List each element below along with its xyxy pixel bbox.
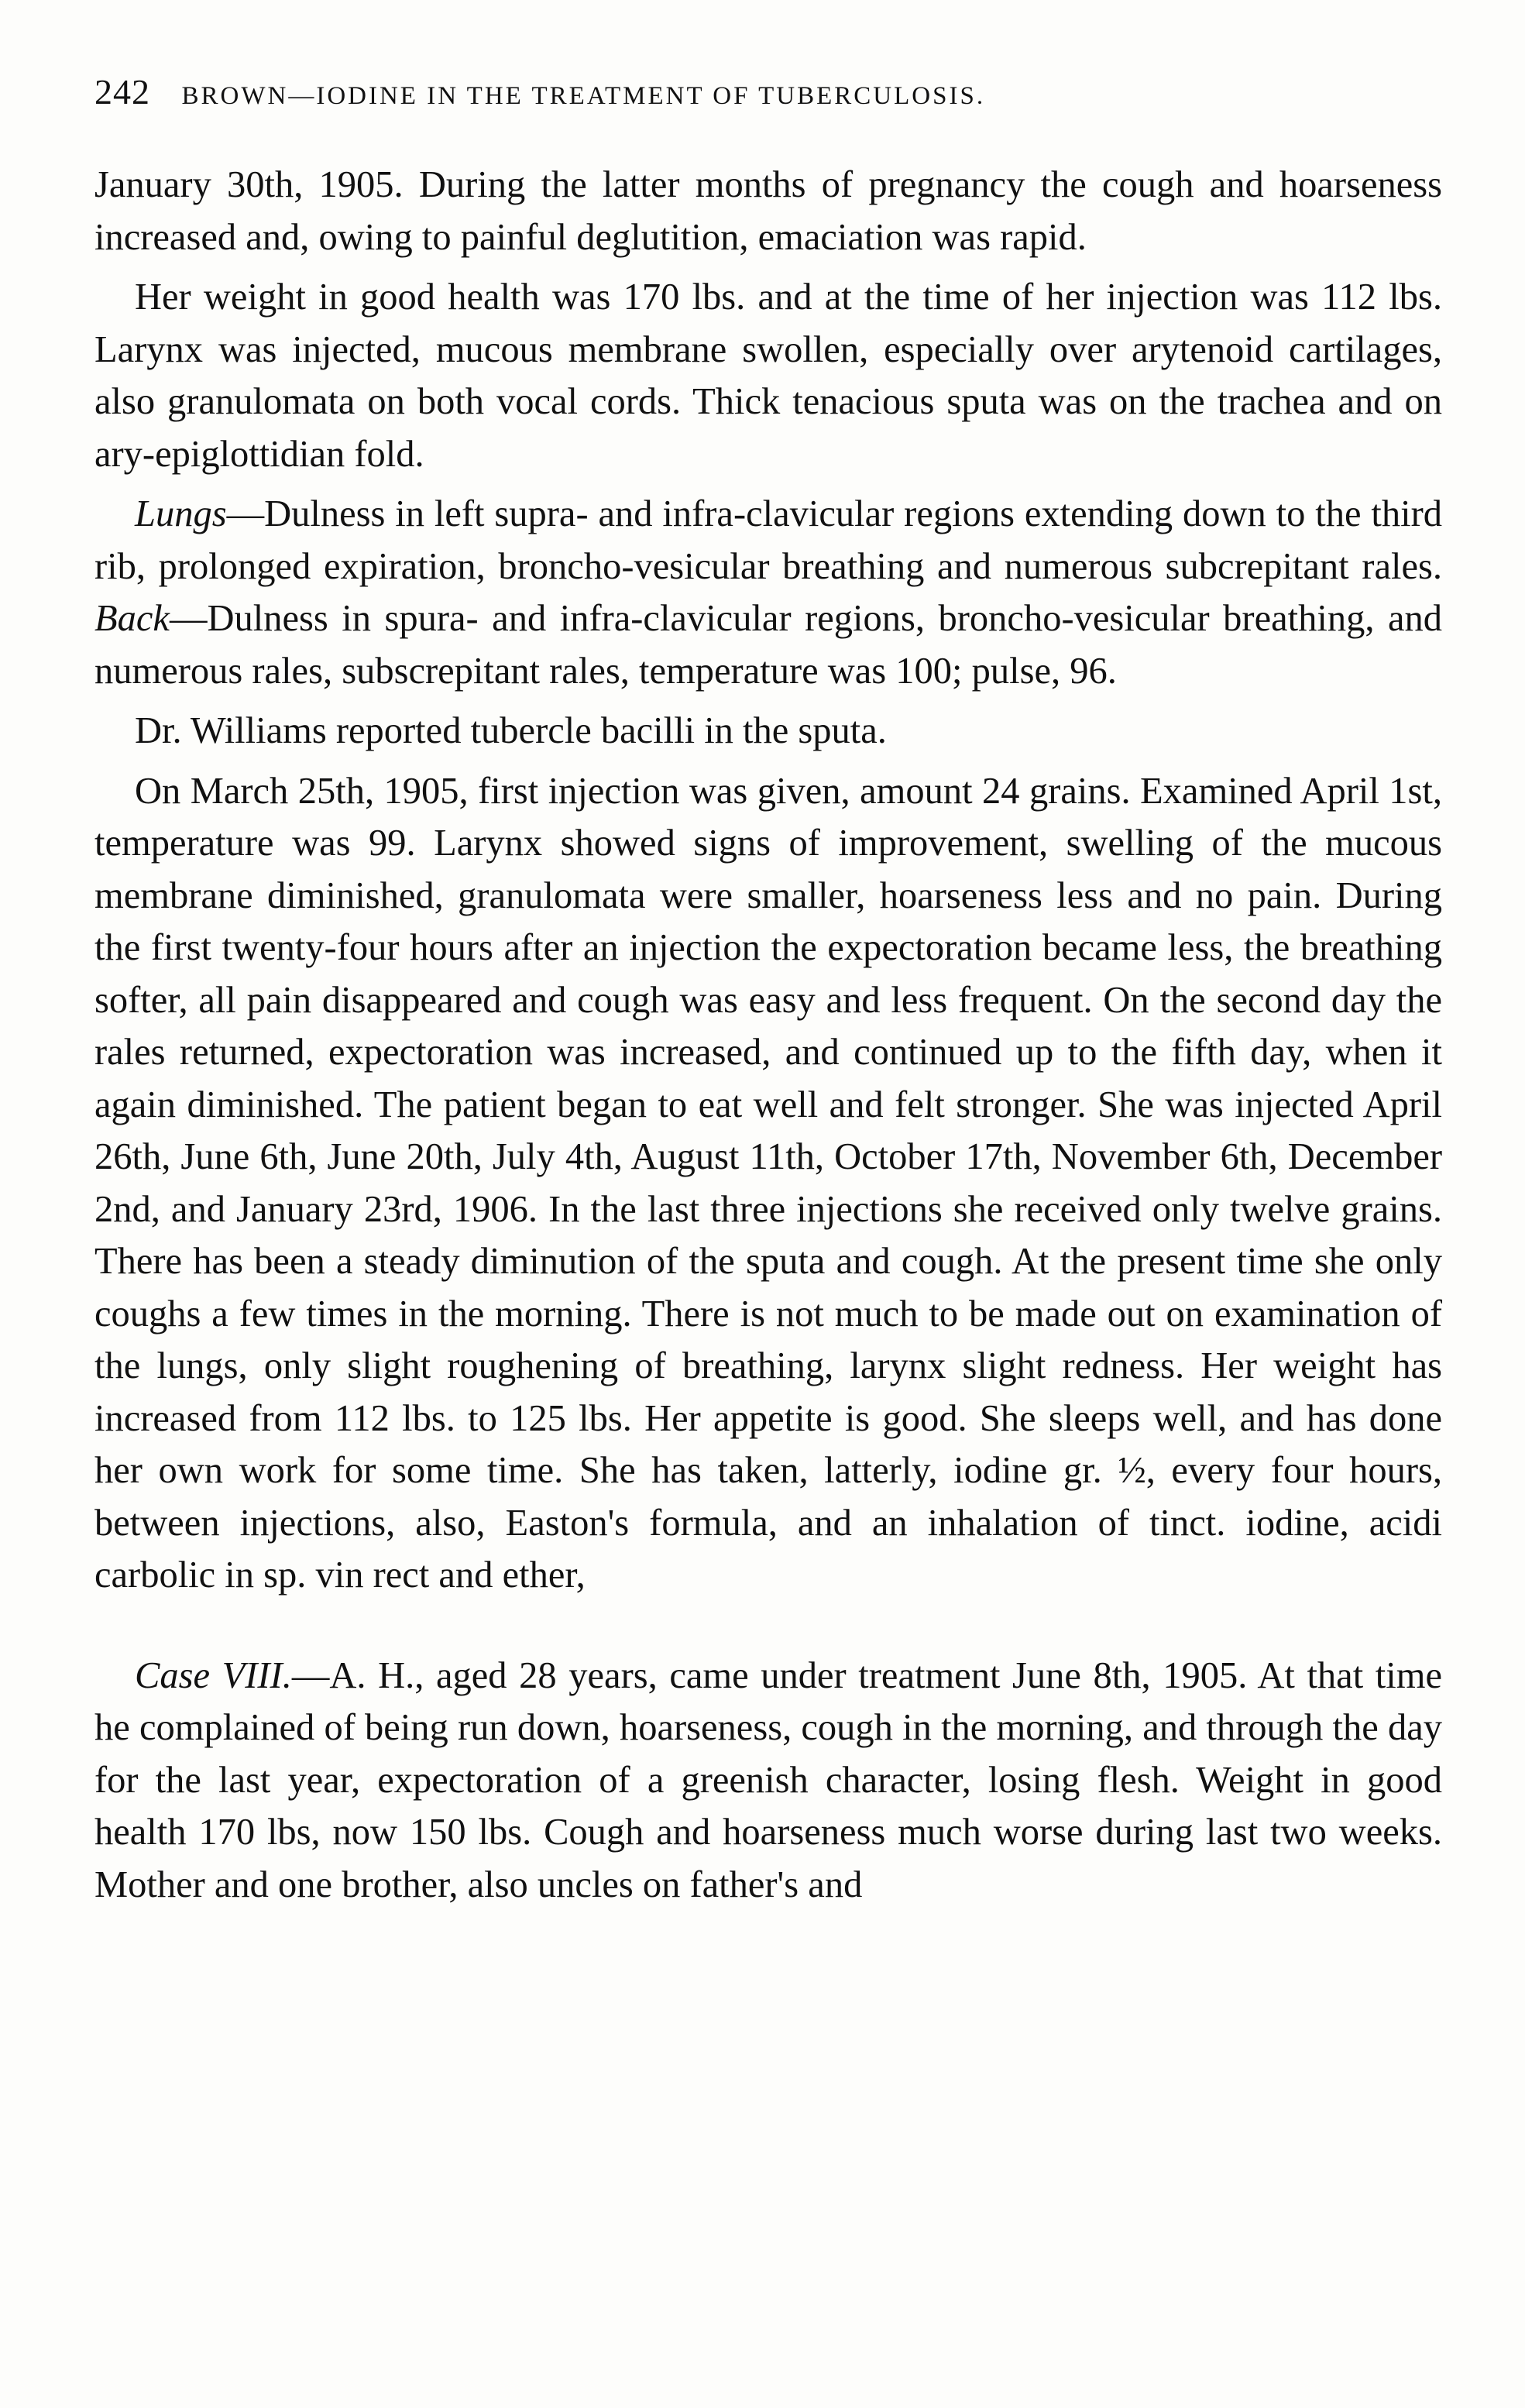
back-heading: Back xyxy=(94,598,170,639)
paragraph-case-viii xyxy=(94,1650,1442,1912)
page-number: 242 xyxy=(94,72,150,112)
running-head xyxy=(94,71,1458,112)
paragraph-5: On March 25th, 1905, first injection was given, amount 24 grains. Examined April 1st, temperature was 99. Larynx showed signs of improvement, swelling of the mucous membrane diminished, granulomata were smaller, hoarseness less and no pain. During the first twenty-four hours after an injection the expectoration became less, the breathing softer, all pain disappeared and cough was easy and less frequent. On the second day the rales returned, expectoration was increased, and continued up to the fifth day, when it again diminished. The patient began to eat well and felt stronger. She was injected April 26th, June 6th, June 20th, July 4th, August 11th, October 17th, November 6th, December 2nd, and January 23rd, 1906. In the last three injections she received only twelve grains. There has been a steady diminution of the sputa and cough. At the present time she only coughs a few times in the morning. There is not much to be made out on examination of the lungs, only slight roughening of breathing, larynx slight redness. Her weight has increased from 112 lbs. to 125 lbs. Her appetite is good. She sleeps well, and has done her own work for some time. She has taken, latterly, iodine gr. ½, every four hours, between injections, also, Easton's formula, and an inhalation of tinct. iodine, acidi carbolic in sp. vin rect and ether, xyxy=(94,770,1442,1596)
case-heading: Case VIII. xyxy=(135,1654,292,1696)
back-text: —Dulness in spura- and infra-clavicular regions, broncho-vesicular breathing, and numerous rales, subscrepitant rales, temperature was 100; pulse, 96. xyxy=(94,598,1442,692)
paragraph-1: January 30th, 1905. During the latter months of pregnancy the cough and hoarseness increased and, owing to painful deglutition, emaciation was rapid. xyxy=(94,164,1442,258)
body-text xyxy=(94,159,1442,1918)
lungs-heading: Lungs xyxy=(135,493,227,534)
lungs-text: —Dulness in left supra- and infra-clavicular regions extending down to the third rib, prolonged expiration, broncho-vesicular breathing and numerous subcrepitant rales. xyxy=(94,493,1442,587)
paragraph-4: Dr. Williams reported tubercle bacilli in the sputa. xyxy=(135,710,887,751)
running-title: BROWN—IODINE IN THE TREATMENT OF TUBERCULOSIS. xyxy=(181,82,986,110)
paragraph-3 xyxy=(94,488,1442,697)
paragraph-2: Her weight in good health was 170 lbs. and at the time of her injection was 112 lbs. Larynx was injected, mucous membrane swollen, especially over arytenoid cartilages, also granulomata on both vocal cords. Thick tenacious sputa was on the trachea and on ary-epiglottidian fold. xyxy=(94,277,1442,475)
case-text: —A. H., aged 28 years, came under treatment June 8th, 1905. At that time he complained of being run down, hoarseness, cough in the morning, and through the day for the last year, expectoration of a greenish character, losing flesh. Weight in good health 170 lbs, now 150 lbs. Cough and hoarseness much worse during last two weeks. Mother and one brother, also uncles on father's and xyxy=(94,1654,1442,1905)
